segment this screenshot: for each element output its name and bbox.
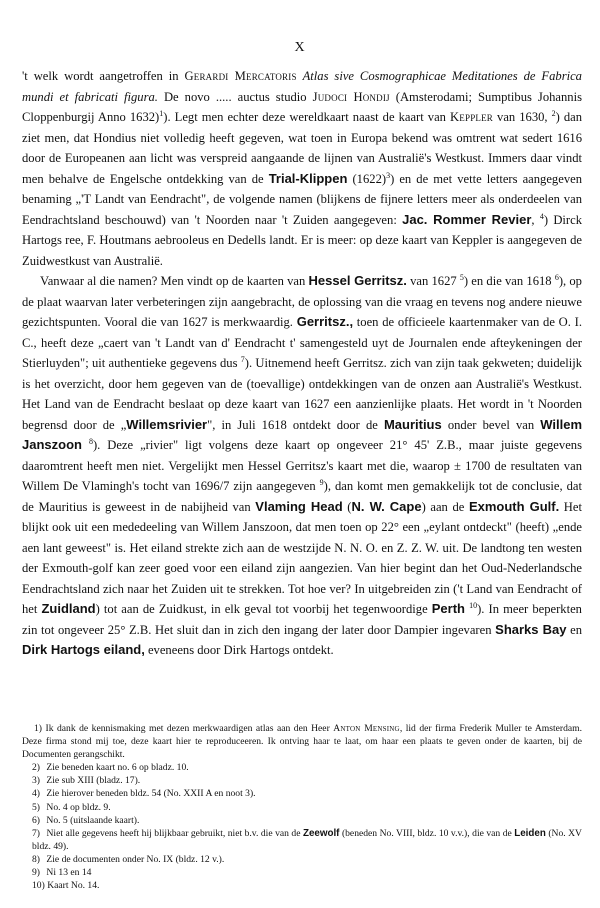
footnote-ref[interactable]: 9 <box>319 477 324 487</box>
text-run: (beneden No. VIII, bldz. 10 v.v.), die van de <box>339 827 515 839</box>
text-run: ) aan de <box>421 499 469 514</box>
text-run: (No. XV bldz. 49). <box>32 827 582 852</box>
ship-name-bold: Leiden <box>514 827 546 839</box>
text-run: ), op de plaat waarvan later verbeteringen zijn aangebracht, de oplossing van die vraag en tevens nog andere nieuwe gezichtspunten. Vooral die van 1627 is merkwaardig. <box>22 274 582 329</box>
text-run: 't welk wordt aangetroffen in <box>22 69 185 83</box>
text-run: De novo ..... auctus studio <box>157 89 313 104</box>
text-run: ), dan komt men gemakkelijk tot de conclusie, dat de Mauritius is geweest in de nabijheid van <box>22 479 582 514</box>
text-run: eveneens door Dirk Hartogs ontdekt. <box>144 643 334 657</box>
text-run: van 1630, <box>493 110 552 124</box>
footnote-number: 6) <box>32 814 40 826</box>
text-run: van 1627 <box>406 274 460 288</box>
text-run: ) en die van 1618 <box>463 274 555 288</box>
footnote-10 <box>22 879 582 892</box>
page-number: X <box>294 40 306 55</box>
place-name-bold: Perth <box>431 601 465 616</box>
person-name-bold: Willem Janszoon <box>22 416 582 452</box>
paragraph-1 <box>22 66 582 271</box>
text-run: ) tot aan de Zuidkust, in elk geval tot voorbij het tegenwoordige <box>95 602 432 616</box>
footnote-ref[interactable]: 6 <box>554 272 559 282</box>
text-run: Zie hierover beneden bldz. 54 (No. XXII A en noot 3). <box>44 788 256 800</box>
footnote-number: 1) <box>34 723 42 734</box>
text-run: (1622) <box>347 171 387 186</box>
place-name-bold: N. W. Cape <box>351 498 422 514</box>
text-run: en <box>566 622 582 637</box>
text-run: ). Legt men echter deze wereldkaart naast de kaart van <box>163 110 450 124</box>
footnote-3 <box>22 774 582 787</box>
footnotes <box>22 722 582 892</box>
text-run: No. 4 op bldz. 9. <box>44 801 111 813</box>
footnote-2 <box>22 761 582 774</box>
text-run <box>82 438 89 452</box>
footnote-ref[interactable]: 2 <box>551 108 556 118</box>
author-name: Gerardi Mercatoris <box>184 69 297 83</box>
footnote-ref[interactable]: 1 <box>159 108 164 118</box>
text-run: Vanwaar al die namen? Men vindt op de kaarten van <box>40 274 309 288</box>
text-run: ) dan ziet men, dat Hondius niet volledig heeft gegeven, wat toen in Europa bekend was omtrent wat sedert 1616 door de Europeanen aan licht was verspreid aangaande de lijnen van Australië's Westkust. Immers daar vindt men behalve de Engelsche ontdekking van de <box>22 110 583 186</box>
keppler-name: Keppler <box>450 110 494 124</box>
text-run: ( <box>342 499 352 514</box>
text-run: ). Uitnemend heeft Gerritsz. zich van zijn taak gekweten; duidelijk is het overzicht, door hem gegeven van de (toevallige) ontdekkingen van de onzen aan Australië's Westkust. Het Land van de Eendracht beslaat op deze kaart van 1627 een aanzienlijke plaats. Het wordt in 't Noorden begrensd door de „ <box>22 356 582 432</box>
text-run: Niet alle gegevens heeft hij blijkbaar gebruikt, niet b.v. die van de <box>44 827 303 839</box>
paragraph-2 <box>22 271 582 661</box>
text-run: ). Deze „rivier" ligt volgens deze kaart op ongeveer 21° 45' Z.B., maar juiste gegevens daaromtrent heeft men niet. Vergelijkt men Hessel Gerritsz's kaart met die, waarop ± 1700 de resultaten van Willem De Vlamingh's tocht van 1696/7 zijn aangegeven <box>22 438 582 493</box>
person-name-bold: Hessel Gerritsz. <box>308 273 407 288</box>
footnote-number: 10) <box>32 880 45 892</box>
footnote-1 <box>22 722 582 761</box>
text-run: Ni 13 en 14 <box>44 867 92 879</box>
text-run: toen de officieele kaartenmaker van de O. I. C., heeft deze „caert van 't Landt van d' Eendracht t' samengesteld uyt de Journalen ende afteykeningen der Stierluyden"; uit authentieke gegevens dus <box>22 315 583 370</box>
place-name-bold: Willemsrivier <box>126 416 208 432</box>
text-run: , <box>531 212 540 227</box>
text-run: onder bevel van <box>441 417 541 432</box>
footnote-number: 5) <box>32 801 40 813</box>
text-run: Het blijkt ook uit een mededeeling van Willem Janszoon, dat men toen op 22° een „eylant ontdeckt" (heeft) „ende aen lant geweest" is. Het eiland strekte zich aan de westzijde N. N. O. en Z. Z. W. uit. De landtong ten westen der Exmouth-golf kan zeer goed voor een eiland zijn aangezien. Van hier begint dan het Oud-Nederlandsche Eendrachtsland zich naar het Zuiden uit te strekken. Tot hoe ver? In uitgebreiden zin ('t Land van Eendracht of het <box>22 499 582 616</box>
footnote-number: 2) <box>32 762 40 774</box>
footnote-9 <box>22 866 582 879</box>
place-name-bold: Exmouth Gulf. <box>468 498 560 514</box>
footnote-number: 8) <box>32 853 40 865</box>
person-name-bold: Gerritsz., <box>296 314 354 329</box>
text-run: Zie de documenten onder No. IX (bldz. 12 v.). <box>44 853 225 865</box>
footnote-ref[interactable]: 3 <box>386 170 391 180</box>
text-run: ", in Juli 1618 ontdekt door de <box>207 417 384 432</box>
footnote-8 <box>22 853 582 866</box>
text-run: Zie sub XIII (bladz. 17). <box>44 775 141 787</box>
person-name: Anton Mensing <box>333 723 400 734</box>
text-run: Kaart No. 14. <box>44 880 100 892</box>
text-run: ). In meer beperkten zin tot ongeveer 25° Z.B. Het sluit dan in zich den ingang der later door Dampier ingevaren <box>22 602 582 637</box>
text-run: ) Dirck Hartogs ree, F. Houtmans aebrooleus en Dedells landt. Er is meer: op deze kaart van Keppler is aangegeven de Zuidwestkust van Australië. <box>22 212 582 268</box>
text-run: Ik dank de kennismaking met dezen merkwaardigen atlas aan den Heer <box>42 723 334 734</box>
place-name-bold: Trial-Klippen <box>268 170 348 186</box>
ship-name-bold: Mauritius <box>383 416 442 432</box>
place-name-bold: Sharks Bay <box>495 621 567 637</box>
atlas-title: Atlas sive Cosmographicae Meditationes de Fabrica mundi et fabricati figura. <box>22 69 582 104</box>
text-run: Zie beneden kaart no. 6 op bladz. 10. <box>44 762 189 774</box>
footnote-ref[interactable]: 10 <box>469 600 478 610</box>
footnote-5 <box>22 801 582 814</box>
text-run: No. 5 (uitslaande kaart). <box>44 814 140 826</box>
place-name-bold: Vlaming Head <box>255 498 343 514</box>
footnote-ref[interactable]: 7 <box>240 354 245 364</box>
footnote-ref[interactable]: 5 <box>459 272 464 282</box>
text-run: , lid der firma Frederik Muller te Amsterdam. Deze firma stond mij toe, deze kaart hier te reproduceeren. Ik ontving haar te laat, om haar een plaats te geven onder de kaarten, bij de Documenten gerangschikt. <box>22 723 582 761</box>
ship-name-bold: Zeewolf <box>302 827 340 839</box>
footnote-number: 3) <box>32 775 40 787</box>
footnote-ref[interactable]: 8 <box>88 436 93 446</box>
hondius-name: Judoci Hondij <box>312 89 390 104</box>
footnote-7 <box>22 827 582 853</box>
footnote-4 <box>22 787 582 800</box>
text-run: (Amsterodami; Sumptibus Johannis Cloppenburgij Anno 1632) <box>22 89 582 124</box>
place-name-bold: Jac. Rommer Revier <box>402 211 532 227</box>
footnote-number: 4) <box>32 788 40 800</box>
footnote-6 <box>22 814 582 827</box>
footnote-ref[interactable]: 4 <box>539 211 544 221</box>
place-name-bold: Dirk Hartogs eiland, <box>22 642 145 657</box>
place-name-bold: Zuidland <box>41 601 96 616</box>
footnote-number: 7) <box>32 827 40 839</box>
footnote-number: 9) <box>32 867 40 879</box>
body-text <box>22 66 582 661</box>
text-run: ) en de met vette letters aangegeven benaming „'T Landt van Eendracht", de volgende namen (blijkens de fijnere letters meer als onderdeelen van Eendrachtsland beschouwd) van 't Noorden naar 't Zuiden aangegeven: <box>22 171 583 227</box>
